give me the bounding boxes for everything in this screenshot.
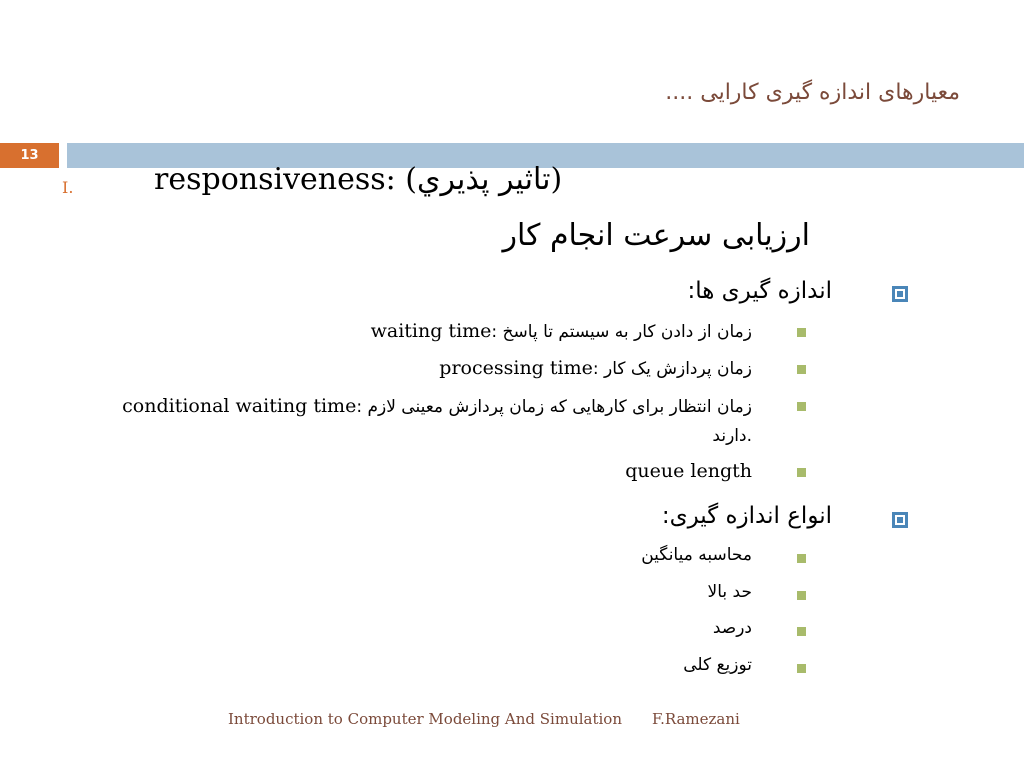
- item-term: conditional waiting time: [122, 395, 357, 417]
- heading-persian: تاثیر پذیري: [416, 162, 551, 197]
- list-item-waiting-time: [371, 320, 752, 342]
- heading-close-paren: ): [550, 162, 563, 197]
- item-term: queue length: [625, 460, 752, 482]
- list-item-processing-time: [439, 357, 752, 379]
- bullet-square-icon: [797, 554, 806, 563]
- item-description: : زمان انتظار برای کارهایی که زمان پردازش معینی لازم دارند.: [356, 397, 752, 446]
- square-bullet-icon: [892, 512, 908, 528]
- slide-title: معیارهای اندازه گیری کارایی ....: [665, 80, 960, 105]
- bullet-square-icon: [797, 468, 806, 477]
- bullet-square-icon: [797, 664, 806, 673]
- slide-heading: [154, 162, 562, 197]
- bullet-square-icon: [797, 402, 806, 411]
- list-item-queue-length: [625, 460, 752, 482]
- bullet-square-icon: [797, 627, 806, 636]
- bullet-square-icon: [797, 365, 806, 374]
- square-bullet-icon: [892, 286, 908, 302]
- page-number: 13: [0, 143, 59, 168]
- item-term: waiting time: [370, 320, 492, 342]
- roman-numeral-marker: I.: [62, 178, 74, 197]
- list-item-upper-bound: حد بالا: [707, 582, 752, 602]
- footer-author: F.Ramezani: [652, 710, 740, 728]
- footer: [228, 710, 740, 728]
- item-description: : زمان پردازش یک کار: [592, 359, 752, 379]
- item-term: processing time: [439, 357, 593, 379]
- section-label-measurements: اندازه گیری ها:: [687, 278, 832, 304]
- list-item-conditional-waiting-time: [90, 392, 752, 450]
- list-item-percentile: درصد: [712, 618, 752, 638]
- bullet-square-icon: [797, 591, 806, 600]
- list-item-average: محاسبه میانگین: [641, 545, 752, 565]
- footer-course: Introduction to Computer Modeling And Simulation: [228, 710, 622, 728]
- item-description: : زمان از دادن کار به سیستم تا پاسخ: [491, 322, 752, 342]
- bullet-square-icon: [797, 328, 806, 337]
- section-label-types: انواع اندازه گیری:: [661, 503, 832, 529]
- heading-english: responsiveness: (: [154, 162, 417, 197]
- slide-subheading: ارزیابی سرعت انجام کار: [502, 218, 810, 253]
- list-item-distribution: توزیع کلی: [683, 655, 752, 675]
